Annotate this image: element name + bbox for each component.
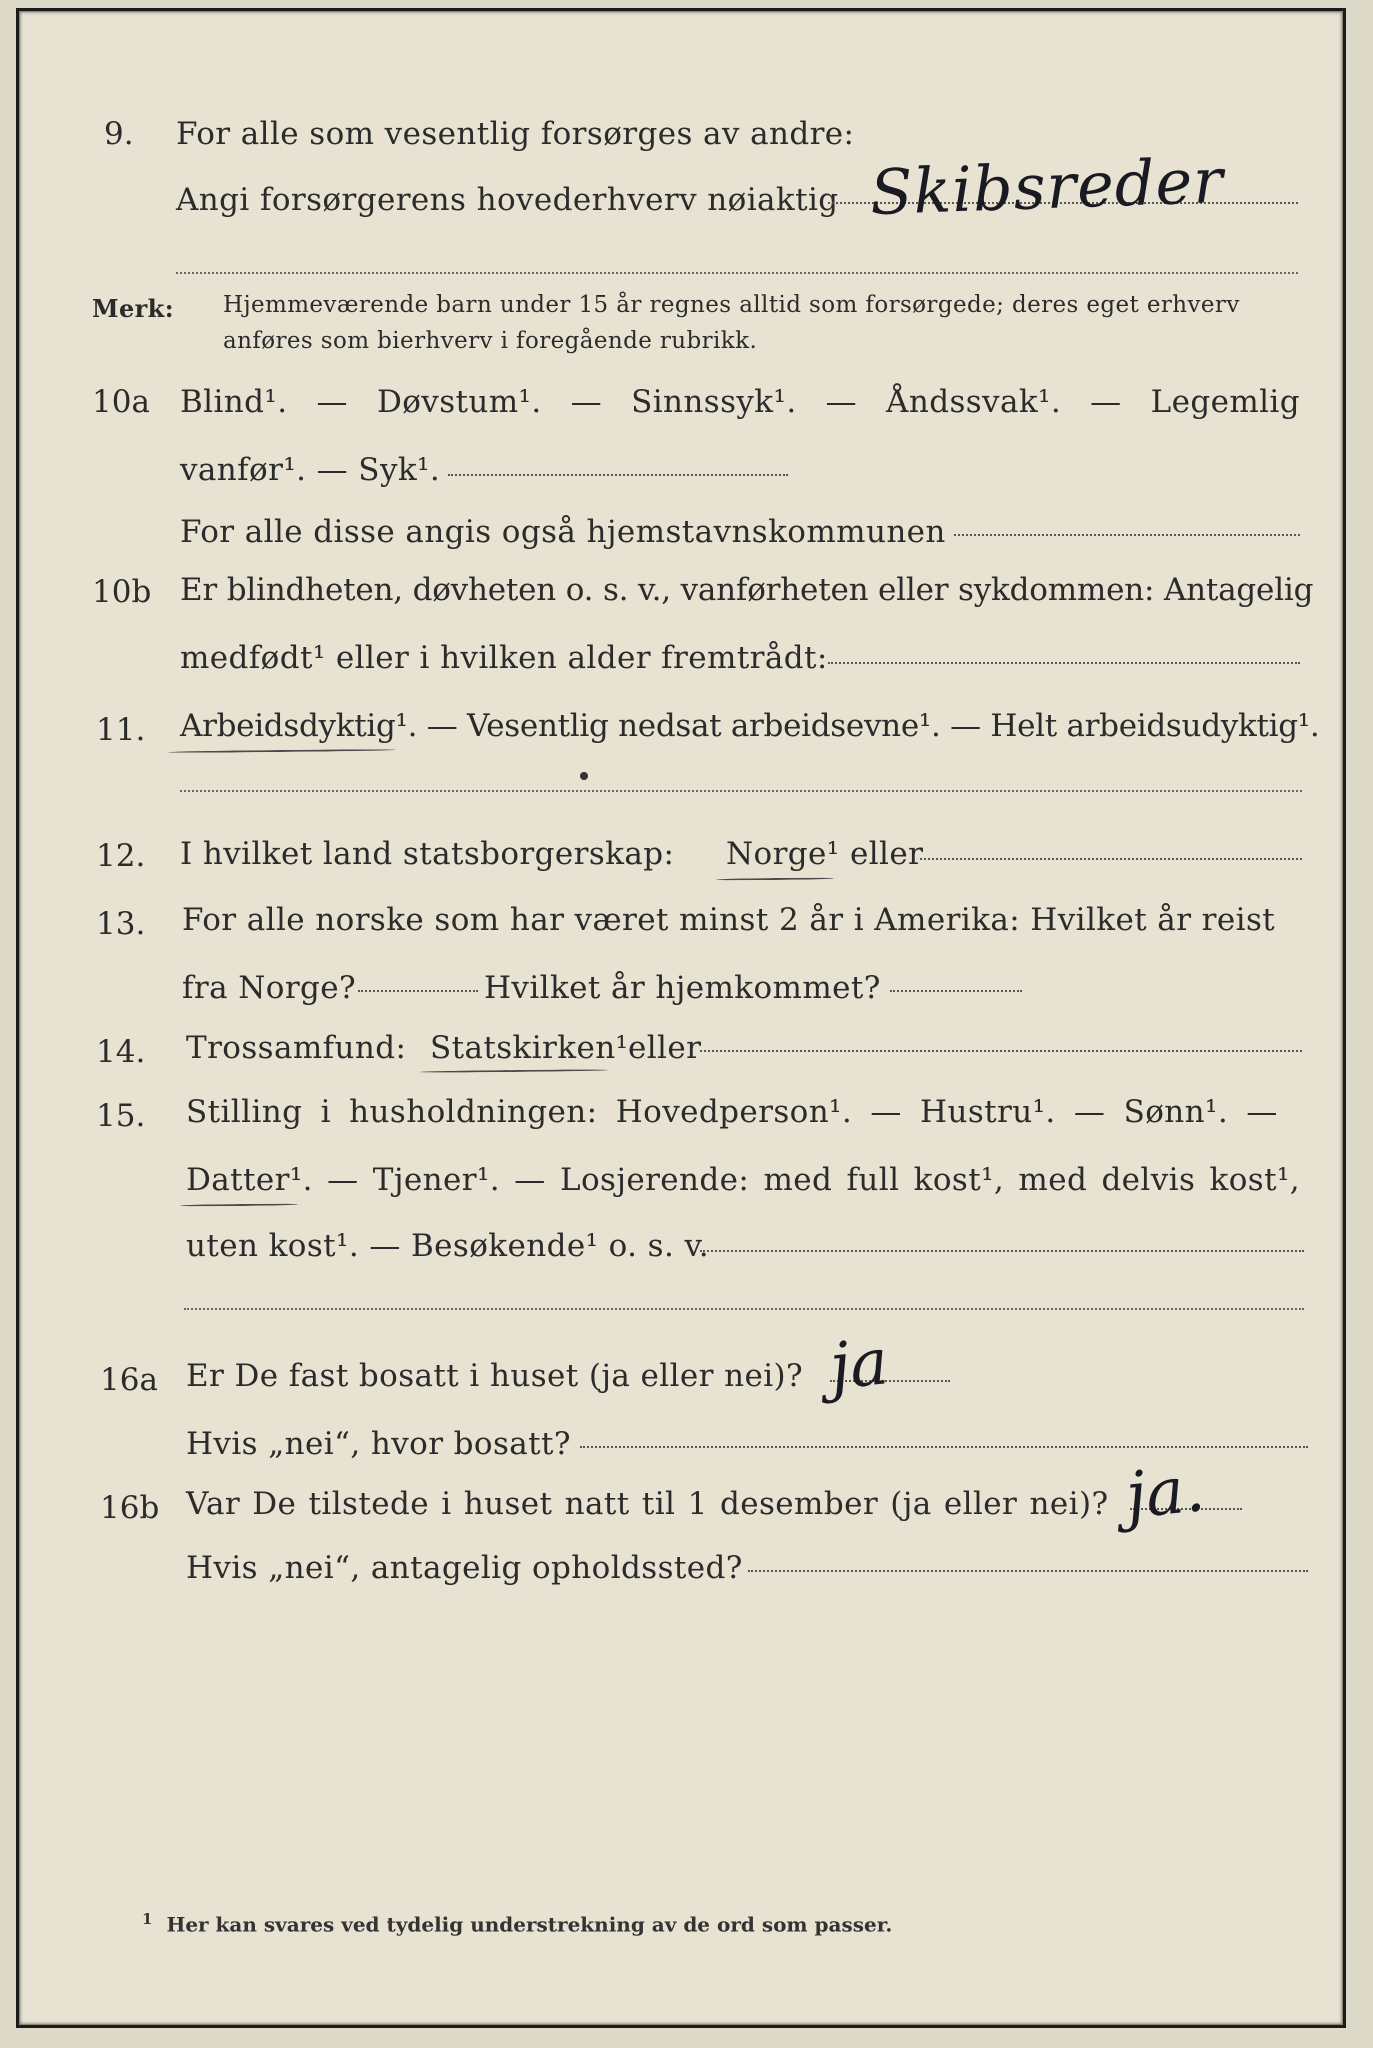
q16a-bosatt-answer-line (580, 1446, 1308, 1448)
ink-dot (580, 772, 588, 780)
q10a-number: 10a (92, 384, 150, 420)
q11-number: 11. (96, 712, 146, 748)
q10a-line3-answer-line (954, 534, 1300, 536)
q15-number: 15. (96, 1098, 146, 1134)
q16a-handwritten-answer: ja (826, 1325, 892, 1405)
q13-reist-answer-line (358, 990, 478, 992)
q16b-opholdssted-answer-line (748, 1570, 1308, 1572)
q16a-number: 16a (100, 1362, 158, 1398)
q13-hjemkommet-answer-line (890, 990, 1022, 992)
q16b-number: 16b (100, 1490, 160, 1526)
q12-answer-line (920, 858, 1302, 860)
q9-number: 9. (104, 116, 134, 152)
q10b-answer-line (828, 662, 1300, 664)
q14-answer-line (700, 1050, 1302, 1052)
q10b-number: 10b (92, 574, 152, 610)
q15-answer-line (700, 1250, 1304, 1252)
footnote: $^1$ Her kan svares ved tydelig understrekning av de ord som passer. (142, 1910, 893, 1937)
q9-extra-line (176, 272, 1298, 274)
q10a-line2-answer-line (448, 474, 788, 476)
q15-extra-line (184, 1308, 1304, 1310)
q9-handwritten-answer: Skibsreder (868, 143, 1225, 230)
q14-number: 14. (96, 1034, 146, 1070)
q12-number: 12. (96, 838, 146, 874)
q13-number: 13. (96, 906, 146, 942)
q11-extra-line (180, 790, 1302, 792)
q16b-handwritten-answer: ja. (1122, 1452, 1208, 1534)
